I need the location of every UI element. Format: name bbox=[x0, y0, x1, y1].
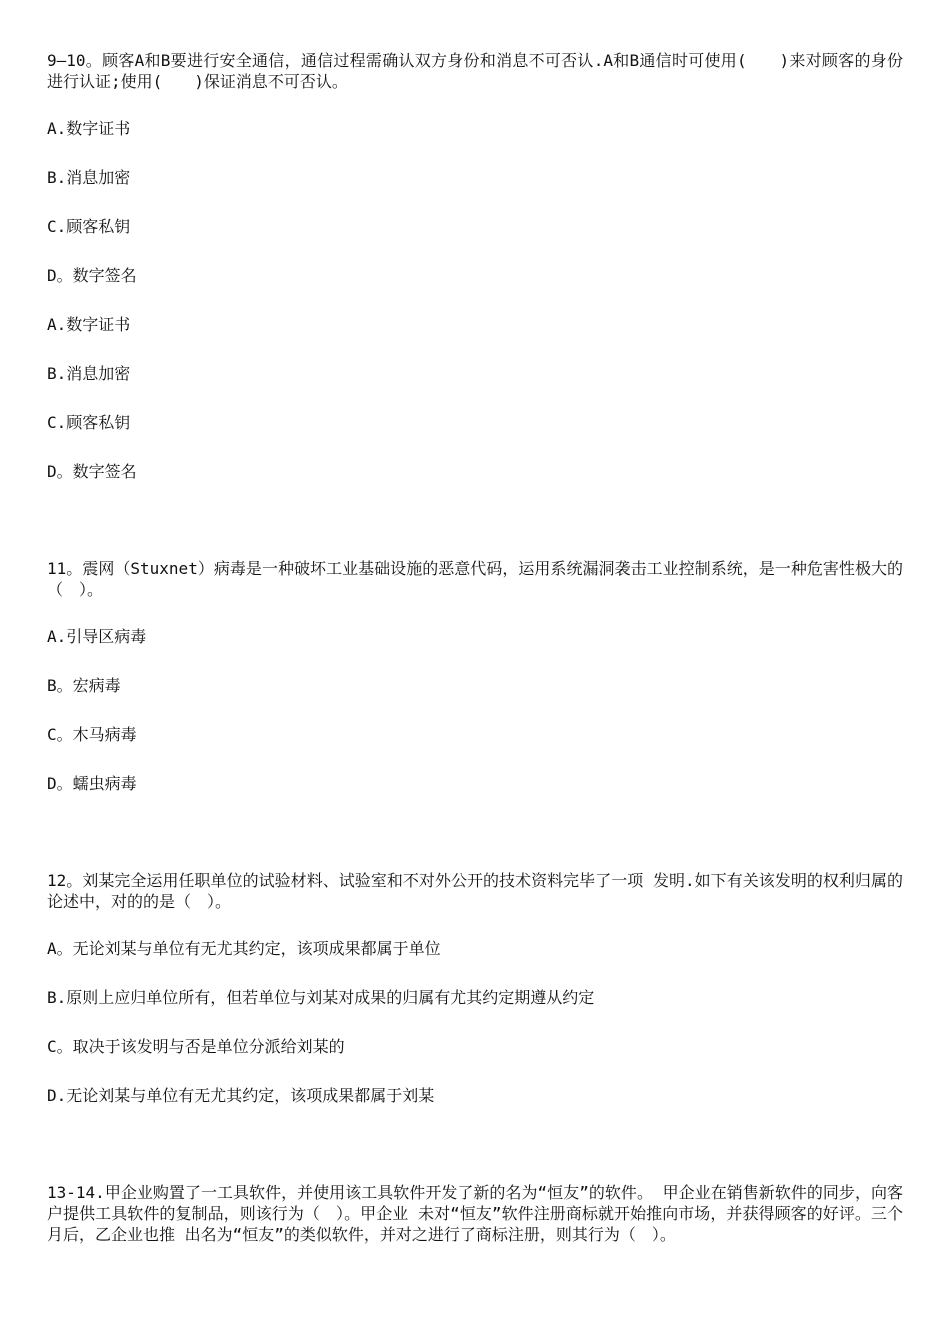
question-9-10-stem: 9—10。顾客A和B要进行安全通信，通信过程需确认双方身份和消息不可否认.A和B通信时可使用( )来对顾客的身份进行认证;使用( )保证消息不可否认。 bbox=[47, 51, 903, 91]
question-11-option-d: D。蠕虫病毒 bbox=[47, 774, 137, 793]
question-9-10-option-a: A.数字证书 bbox=[47, 119, 131, 138]
question-13-14-stem: 13-14.甲企业购置了一工具软件，并使用该工具软件开发了新的名为“恒友”的软件。 甲企业在销售新软件的同步，向客户提供工具软件的复制品，则该行为（ ）。甲企业 未对“恒友”软件注册商标就开始推向市场，并获得顾客的好评。三个月后，乙企业也推 出名为“恒友”的类似软件，并对之进行了商标注册，则其行为（ ）。 bbox=[47, 1183, 903, 1244]
question-12-option-b: B.原则上应归单位所有，但若单位与刘某对成果的归属有尤其约定期遵从约定 bbox=[47, 988, 595, 1007]
question-9-10-option-d: D。数字签名 bbox=[47, 266, 137, 285]
question-9-10-option-b-repeat: B.消息加密 bbox=[47, 364, 131, 383]
question-11-option-c: C。木马病毒 bbox=[47, 725, 137, 744]
question-12-option-c: C。取决于该发明与否是单位分派给刘某的 bbox=[47, 1037, 345, 1056]
question-12-stem: 12。刘某完全运用任职单位的试验材料、试验室和不对外公开的技术资料完毕了一项 发明.如下有关该发明的权利归属的论述中，对的的是（ ）。 bbox=[47, 871, 903, 911]
question-9-10-option-c: C.顾客私钥 bbox=[47, 217, 131, 236]
question-11-stem: 11。震网（Stuxnet）病毒是一种破坏工业基础设施的恶意代码，运用系统漏洞袭击工业控制系统，是一种危害性极大的（ ）。 bbox=[47, 559, 903, 599]
question-9-10-option-c-repeat: C.顾客私钥 bbox=[47, 413, 131, 432]
question-11-option-b: B。宏病毒 bbox=[47, 676, 121, 695]
question-9-10-option-b: B.消息加密 bbox=[47, 168, 131, 187]
question-12-option-a: A。无论刘某与单位有无尤其约定，该项成果都属于单位 bbox=[47, 939, 441, 958]
question-11-option-a: A.引导区病毒 bbox=[47, 627, 147, 646]
question-9-10-option-d-repeat: D。数字签名 bbox=[47, 462, 137, 481]
question-9-10-option-a-repeat: A.数字证书 bbox=[47, 315, 131, 334]
question-12-option-d: D.无论刘某与单位有无尤其约定，该项成果都属于刘某 bbox=[47, 1086, 435, 1105]
